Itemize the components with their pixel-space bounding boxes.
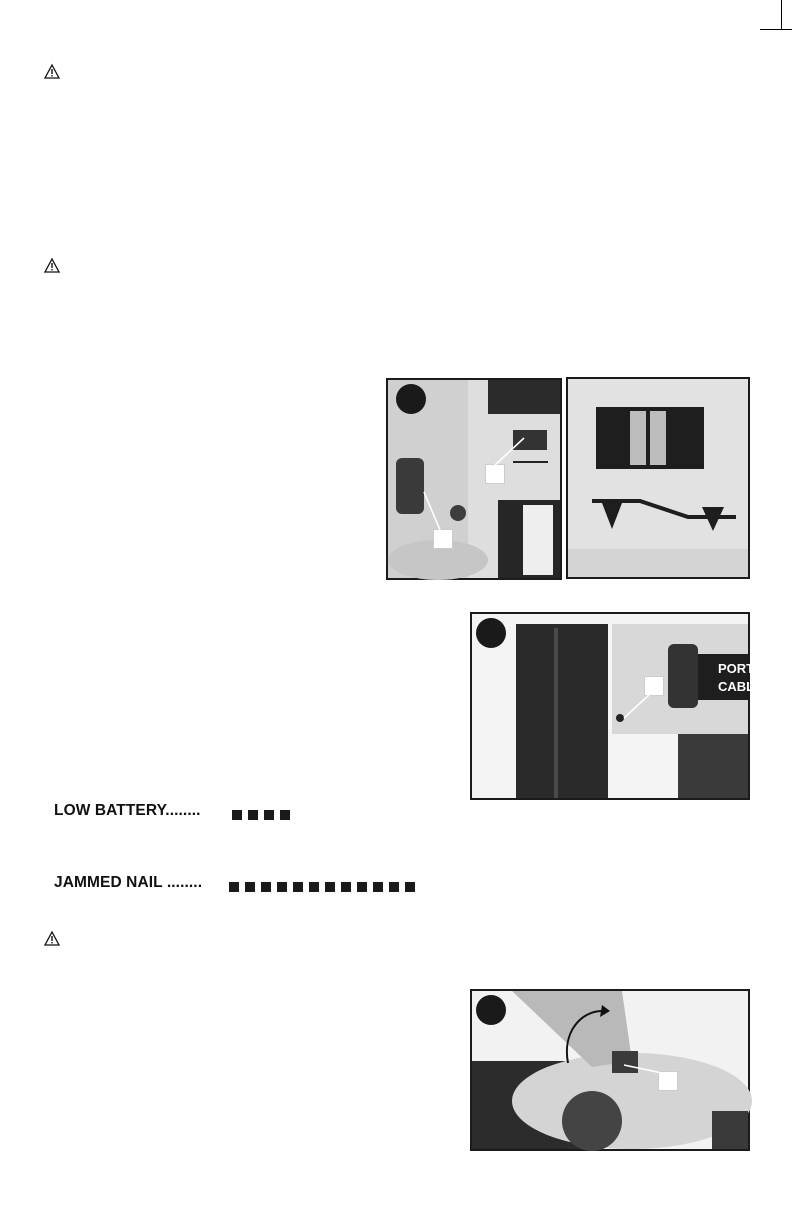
blink-square <box>248 810 258 820</box>
blink-square <box>293 882 303 892</box>
blink-square <box>232 810 242 820</box>
callout-arrow-icon <box>472 991 748 1149</box>
jammed-nail-label: JAMMED NAIL ........ <box>54 874 203 891</box>
blink-square <box>405 882 415 892</box>
crop-mark <box>760 29 792 30</box>
depth-window-illustration <box>568 379 748 577</box>
blink-square <box>309 882 319 892</box>
figure-depth-adjust-photo <box>386 378 562 580</box>
low-battery-label: LOW BATTERY........ <box>54 802 201 819</box>
crop-mark <box>781 0 782 30</box>
blink-square <box>261 882 271 892</box>
blink-square <box>325 882 335 892</box>
warning-triangle-icon <box>44 64 60 79</box>
blink-square <box>229 882 239 892</box>
blink-square <box>389 882 399 892</box>
warning-triangle-icon <box>44 931 60 946</box>
blink-square <box>264 810 274 820</box>
blink-square <box>357 882 367 892</box>
low-battery-blink-pattern <box>232 806 296 818</box>
blink-square <box>277 882 287 892</box>
figure-depth-window-detail-photo <box>566 377 750 579</box>
blink-square <box>341 882 351 892</box>
warning-triangle-icon <box>44 258 60 273</box>
callout-arrow-icon <box>472 614 748 798</box>
brand-text-line: CABLE <box>718 679 763 694</box>
blink-square <box>245 882 255 892</box>
brand-text-line: PORT <box>718 661 755 676</box>
blink-square <box>373 882 383 892</box>
callout-arrow-icon <box>388 380 560 578</box>
jammed-nail-blink-pattern <box>229 878 421 890</box>
figure-jam-release-photo <box>470 989 750 1151</box>
figure-indicator-photo <box>470 612 763 800</box>
blink-square <box>280 810 290 820</box>
